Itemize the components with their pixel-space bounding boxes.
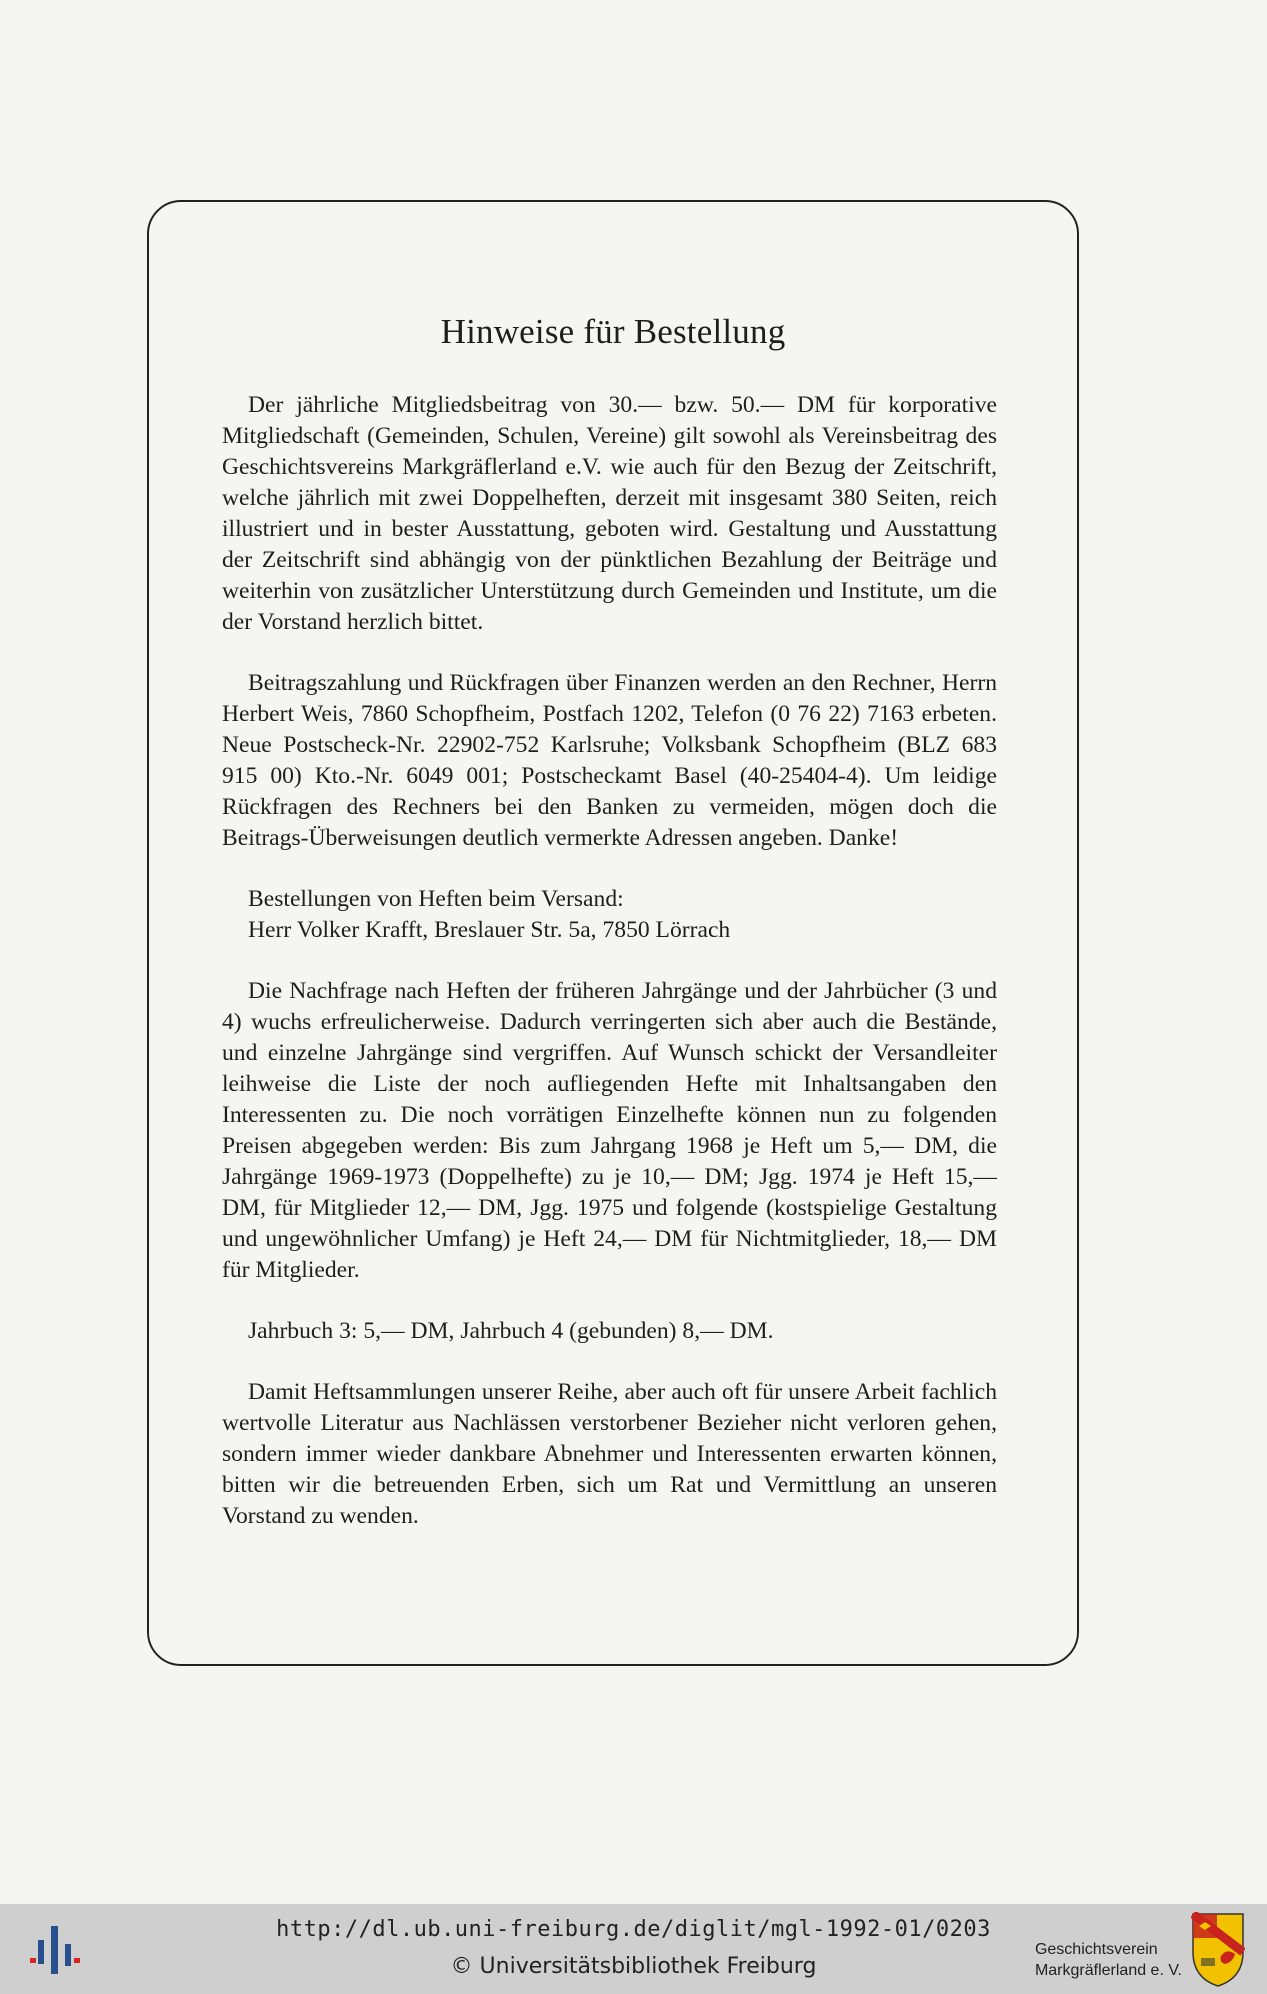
orders-address-block [248,884,997,946]
source-url[interactable]: http://dl.ub.uni-freiburg.de/diglit/mgl-1992-01/0203 [276,1917,991,1942]
paragraph-payment: Beitragszahlung und Rückfragen über Finanzen werden an den Rechner, Herrn Herbert Weis, 7860 Schopfheim, Postfach 1202, Telefon (0 76 22) 7163 erbeten. Neue Postscheck-Nr. 22902-752 Karlsruhe; Volksbank Schopfheim (BLZ 683 915 00) Kto.-Nr. 6049 001; Postscheckamt Basel (40-25404-4). Um leidige Rückfragen des Rechners bei den Banken zu vermeiden, mögen doch die Beitrags-Überweisungen deutlich vermerkte Adressen angeben. Danke! [222,670,997,851]
society-name-line1: Geschichtsverein [1034,1941,1158,1958]
orders-contact: Herr Volker Krafft, Breslauer Str. 5a, 7850 Lörrach [248,917,731,943]
paragraph-membership: Der jährliche Mitgliedsbeitrag von 30.— bzw. 50.— DM für korporative Mitgliedschaft (Gemeinden, Schulen, Vereine) gilt sowohl als Vereinsbeitrag des Geschichtsvereins Markgräflerland e.V. wie auch für den Bezug der Zeitschrift, welche jährlich mit zwei Doppelheften, derzeit mit insgesamt 380 Seiten, reich illustriert und in bester Ausstattung, geboten wird. Gestaltung und Ausstattung der Zeitschrift sind abhängig von der pünktlichen Bezahlung der Beiträge und weiterhin von zusätzlicher Unterstützung durch Gemeinden und Institute, um die der Vorstand herzlich bittet. [222,392,997,635]
yearbook-prices: Jahrbuch 3: 5,— DM, Jahrbuch 4 (gebunden) 8,— DM. [248,1318,774,1344]
society-name [1035,1939,1182,1981]
paragraph-collections: Damit Heftsammlungen unserer Reihe, aber auch oft für unsere Arbeit fachlich wertvolle Literatur aus Nachlässen verstorbener Bezieher nicht verloren gehen, sondern immer wieder dankbare Abnehmer und Interessenten erwarten können, bitten wir die betreuenden Erben, sich um Rat und Vermittlung an unseren Vorstand zu wenden. [222,1379,997,1529]
society-name-line2: Markgräflerland e. V. [1034,1962,1182,1979]
coat-of-arms-icon [1191,1912,1245,1988]
copyright-notice: © Universitätsbibliothek Freiburg [450,1954,817,1979]
document-body [222,390,997,1562]
paragraph-back-issues: Die Nachfrage nach Heften der früheren Jahrgänge und der Jahrbücher (3 und 4) wuchs erfreulicherweise. Dadurch verringerten sich aber auch die Bestände, und einzelne Jahrgänge sind vergriffen. Auf Wunsch schickt der Versandleiter leihweise die Liste der noch aufliegenden Hefte mit Inhaltsangaben den Interessenten zu. Die noch vorrätigen Einzelhefte können nun zu folgenden Preisen abgegeben werden: Bis zum Jahrgang 1968 je Heft um 5,— DM, die Jahrgänge 1969-1973 (Doppelhefte) zu je 10,— DM; Jgg. 1974 je Heft 15,— DM, für Mitglieder 12,— DM, Jgg. 1975 und folgende (kostspielige Gestaltung und ungewöhnlicher Umfang) je Heft 24,— DM für Nichtmitglieder, 18,— DM für Mitglieder. [222,978,997,1283]
page-title: Hinweise für Bestellung [440,312,786,351]
footer-bar [0,1904,1267,1994]
orders-heading: Bestellungen von Heften beim Versand: [248,886,624,912]
